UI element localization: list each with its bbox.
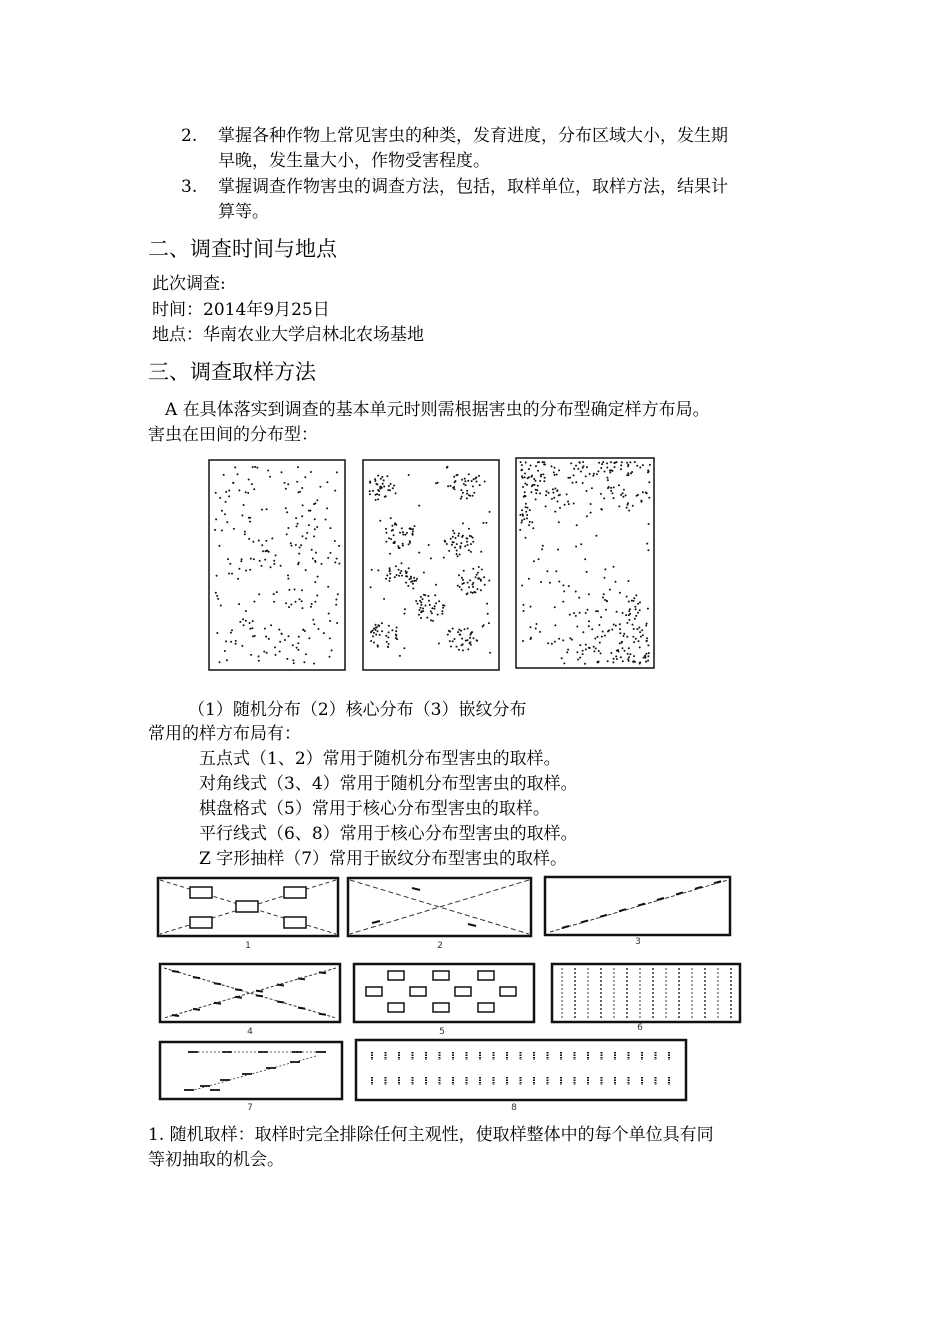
objective-text-line2: 算等。 (218, 202, 269, 222)
objective-number: 2. (181, 126, 198, 146)
layout-diagram-8 (356, 1040, 686, 1113)
survey-time: 时间：2014年9月25日 (152, 300, 330, 320)
layout-diagram-6 (552, 964, 740, 1033)
section-3-heading: 三、调查取样方法 (148, 360, 316, 384)
layout-label-2: 2 (437, 941, 443, 951)
objective-text-line2: 早晚，发生量大小，作物受害程度。 (218, 151, 490, 171)
layout-diagram-4 (160, 964, 340, 1037)
layout-diagram-7 (160, 1042, 342, 1113)
layout-diagram-3 (545, 877, 730, 947)
core-distribution-dots (369, 466, 491, 657)
random-distribution-panel (209, 460, 345, 670)
sampling-layout-figure (150, 870, 750, 1115)
layout-z-shape: Z 字形抽样（7）常用于嵌纹分布型害虫的取样。 (199, 849, 568, 869)
random-distribution-dots (214, 466, 340, 665)
layout-label-8: 8 (511, 1103, 517, 1113)
layouts-intro: 常用的样方布局有： (148, 724, 301, 744)
layout-diagram-5 (354, 964, 534, 1037)
layout-five-point: 五点式（1、2）常用于随机分布型害虫的取样。 (199, 749, 561, 769)
layout-diagram-2 (348, 878, 531, 951)
survey-intro: 此次调查: (152, 274, 226, 294)
layout-label-7: 7 (247, 1103, 253, 1113)
layout-label-5: 5 (439, 1027, 445, 1037)
layout-checkerboard: 棋盘格式（5）常用于核心分布型害虫的取样。 (199, 799, 550, 819)
layout-label-1: 1 (245, 941, 251, 951)
objective-number: 3. (181, 177, 198, 197)
survey-place: 地点：华南农业大学启林北农场基地 (152, 325, 424, 345)
layout-diagonal: 对角线式（3、4）常用于随机分布型害虫的取样。 (199, 774, 578, 794)
layout-label-6: 6 (637, 1023, 643, 1033)
distribution-caption: （1）随机分布（2）核心分布（3）嵌纹分布 (188, 700, 527, 720)
mosaic-distribution-dots (519, 461, 651, 665)
core-distribution-panel (363, 460, 499, 670)
sampling-paragraph-line2: 害虫在田间的分布型： (148, 425, 318, 445)
section-2-heading: 二、调查时间与地点 (148, 237, 337, 261)
random-sampling-line2: 等初抽取的机会。 (148, 1150, 284, 1170)
objective-text-line1: 掌握调查作物害虫的调查方法，包括，取样单位，取样方法，结果计 (218, 177, 728, 197)
objective-text-line1: 掌握各种作物上常见害虫的种类，发育进度，分布区域大小，发生期 (218, 126, 728, 146)
distribution-figure (200, 450, 670, 690)
layout-label-4: 4 (247, 1027, 253, 1037)
layout-label-3: 3 (635, 937, 641, 947)
layout-diagram-1 (158, 878, 338, 951)
layout-parallel-line: 平行线式（6、8）常用于核心分布型害虫的取样。 (199, 824, 578, 844)
sampling-paragraph-line1: A 在具体落实到调查的基本单元时则需根据害虫的分布型确定样方布局。 (165, 400, 710, 420)
random-sampling-line1: 1. 随机取样：取样时完全排除任何主观性，使取样整体中的每个单位具有同 (148, 1125, 714, 1145)
